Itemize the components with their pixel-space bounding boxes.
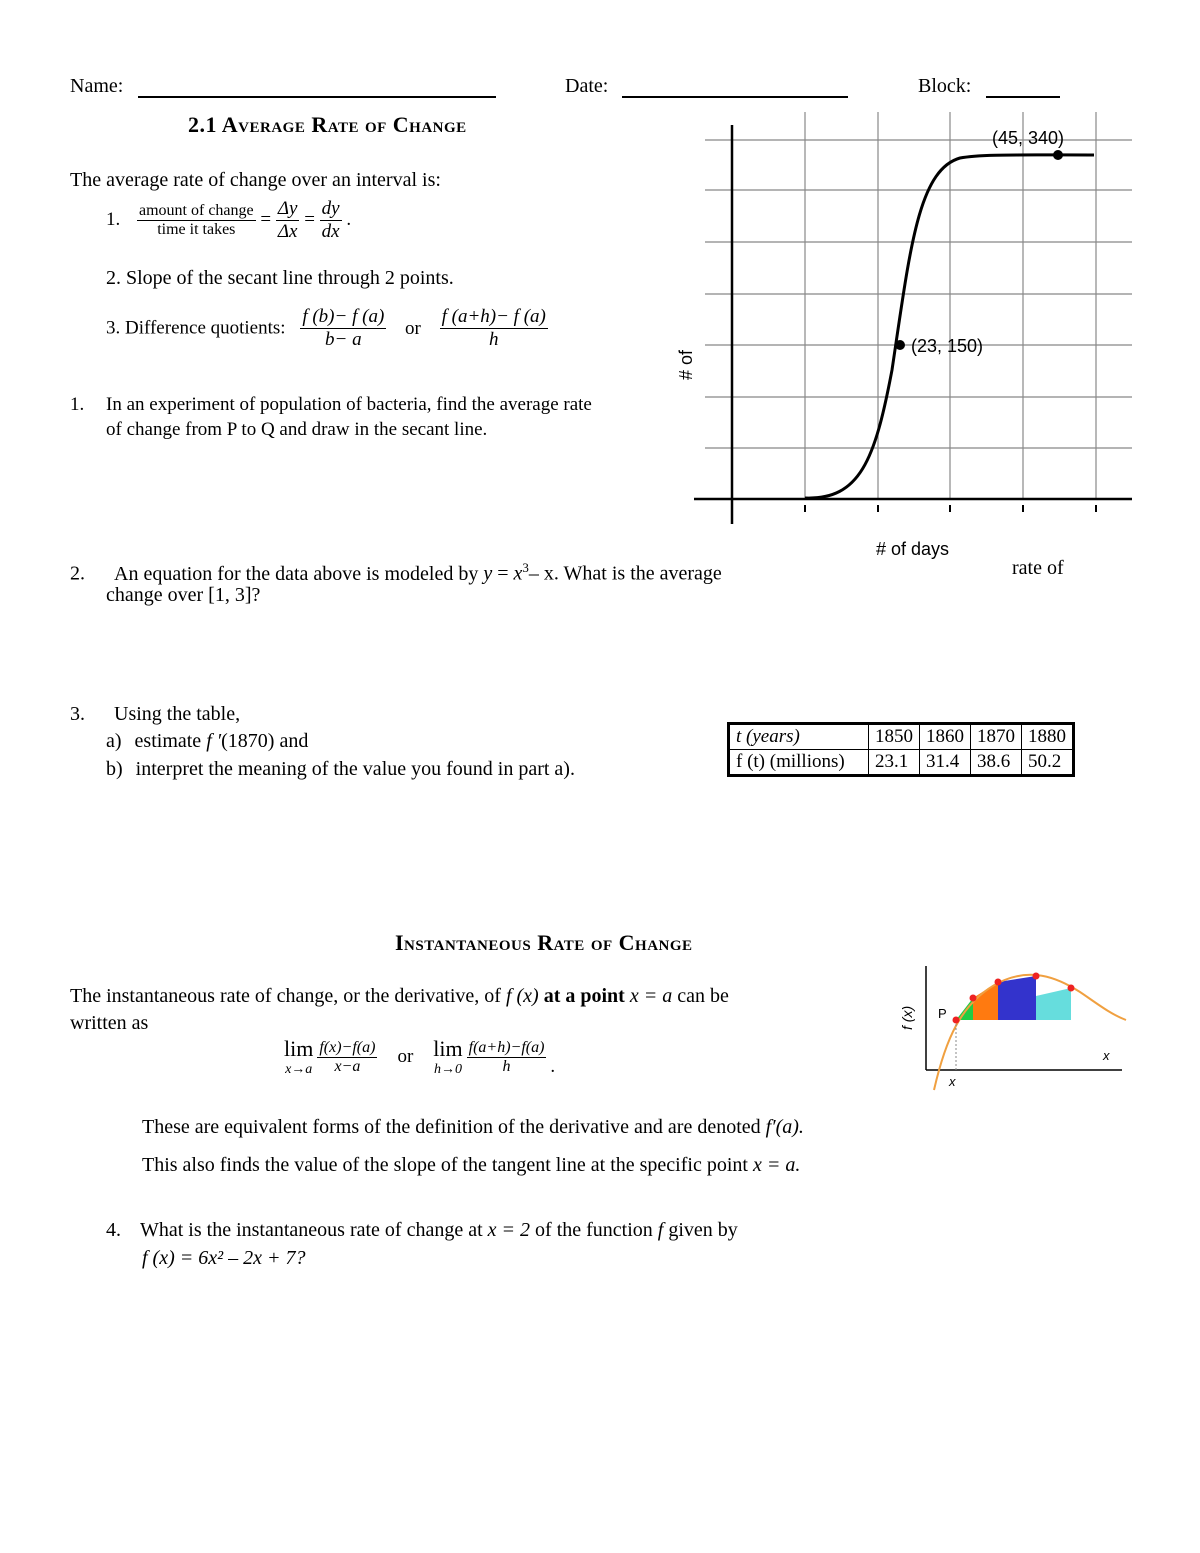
question-3-part-b: b) interpret the meaning of the value you found in part a). <box>106 758 575 780</box>
instantaneous-definition-line2: written as <box>70 1012 149 1034</box>
point-p-label: (23, 150) <box>911 336 984 356</box>
secant-point-dot <box>1033 973 1040 980</box>
limit-fraction-1: $\frac{f(x)-f(a)}{x-a}$ <box>319 1038 376 1075</box>
definition-item-2: 2. Slope of the secant line through 2 points. <box>106 267 454 289</box>
table-cell: 50.2 <box>1022 750 1074 776</box>
delta-fraction: $\frac{\Delta y}{\Delta x}$ <box>277 198 298 242</box>
name-label: Name: <box>70 75 124 97</box>
definition-item-3: 3. Difference quotients: $\frac{f (b)- f (a)}{b- a}$ or $\frac{f (a+h)- f (a)}{h}$ <box>106 306 546 350</box>
table-cell: 1880 <box>1022 724 1074 750</box>
point-q-marker <box>1053 150 1063 160</box>
orange-region <box>973 982 998 1020</box>
average-rate-intro: The average rate of change over an interval is: <box>70 169 441 191</box>
section-title-instantaneous: Instantaneous Rate of Change <box>395 930 693 955</box>
y-axis-label: # of <box>676 349 696 380</box>
table-row-header: f (t) (millions) <box>729 750 869 776</box>
question-3: 3. Using the table, <box>70 703 241 725</box>
block-label: Block: <box>918 75 972 97</box>
table-cell: 1860 <box>920 724 971 750</box>
difference-quotient-1: $\frac{f (b)- f (a)}{b- a}$ <box>302 306 385 350</box>
amount-over-time-fraction: $\frac{\text{amount of change}}{\text{time it takes}}$ <box>139 202 254 238</box>
block-field-line[interactable] <box>986 96 1060 98</box>
section-title-average: 2.1 Average Rate of Change <box>188 112 467 137</box>
axis-ticks <box>805 505 1096 512</box>
table-cell: 31.4 <box>920 750 971 776</box>
secant-point-dot <box>970 995 977 1002</box>
difference-quotient-2: $\frac{f (a+h)- f (a)}{h}$ <box>441 306 546 350</box>
point-p-marker <box>895 340 905 350</box>
green-region <box>956 998 973 1020</box>
table-row <box>729 724 1074 750</box>
x-axis-label: # of days <box>876 539 950 559</box>
question-4-function: f (x) = 6x² – 2x + 7? <box>142 1247 306 1269</box>
illustration-x-point-label: x <box>949 1074 956 1089</box>
graph-grid <box>705 112 1132 500</box>
derivative-note: These are equivalent forms of the definition of the derivative and are denoted f′(a). <box>142 1116 804 1138</box>
date-field-line[interactable] <box>622 96 848 98</box>
cyan-region <box>1036 988 1071 1020</box>
definition-item-1: 1. $\frac{\text{amount of change}}{\text{time it takes}}$ = $\frac{\Delta y}{\Delta x}$ = $\frac{dy}{dx}$ . <box>106 198 352 242</box>
limit-fraction-2: $\frac{f(a+h)-f(a)}{h}$ <box>468 1038 545 1075</box>
question-2-tail: rate of <box>1012 557 1064 579</box>
instantaneous-definition: The instantaneous rate of change, or the derivative, of f (x) at a point x = a can be <box>70 985 729 1007</box>
table-cell: 23.1 <box>869 750 920 776</box>
question-3-part-a: a) estimate f ′(1870) and <box>106 730 309 752</box>
question-1: 1. In an experiment of population of bacteria, find the average rate of change from P to Q and draw in the secant line. <box>70 394 592 440</box>
item1-number: 1. <box>106 208 121 230</box>
table-cell: 1870 <box>971 724 1022 750</box>
illustration-x-axis-label: x <box>1103 1048 1110 1063</box>
limit-x-to-a: lim x→a <box>284 1036 314 1077</box>
limit-definitions: lim x→a $\frac{f(x)-f(a)}{x-a}$ or lim h→0 $\frac{f(a+h)-f(a)}{h}$ . <box>284 1036 556 1077</box>
population-table <box>727 722 1075 777</box>
point-q-label: (45, 340) <box>992 128 1065 148</box>
secant-point-dot <box>1068 985 1075 992</box>
secant-point-dot <box>995 979 1002 986</box>
question-2-line2: change over [1, 3]? <box>106 584 261 606</box>
derivative-illustration <box>890 962 1140 1092</box>
point-p-dot <box>953 1017 960 1024</box>
limit-h-to-0: lim h→0 <box>433 1036 463 1077</box>
question-4: 4. What is the instantaneous rate of change at x = 2 of the function f given by <box>106 1219 738 1241</box>
point-p-label: P <box>938 1006 947 1021</box>
question-2: 2. An equation for the data above is modeled by $y = x^3-$ x. What is the average <box>70 560 722 585</box>
table-cell: 38.6 <box>971 750 1022 776</box>
illustration-y-label: f (x) <box>899 1005 915 1030</box>
name-field-line[interactable] <box>138 96 496 98</box>
blue-region <box>998 976 1036 1020</box>
tangent-note: This also finds the value of the slope of the tangent line at the specific point x = a. <box>142 1154 801 1176</box>
dy-dx-fraction: $\frac{dy}{dx}$ <box>321 198 340 242</box>
table-cell: 1850 <box>869 724 920 750</box>
date-label: Date: <box>565 75 609 97</box>
table-row-header: t (years) <box>729 724 869 750</box>
bacteria-growth-graph <box>660 100 1140 570</box>
table-row <box>729 750 1074 776</box>
